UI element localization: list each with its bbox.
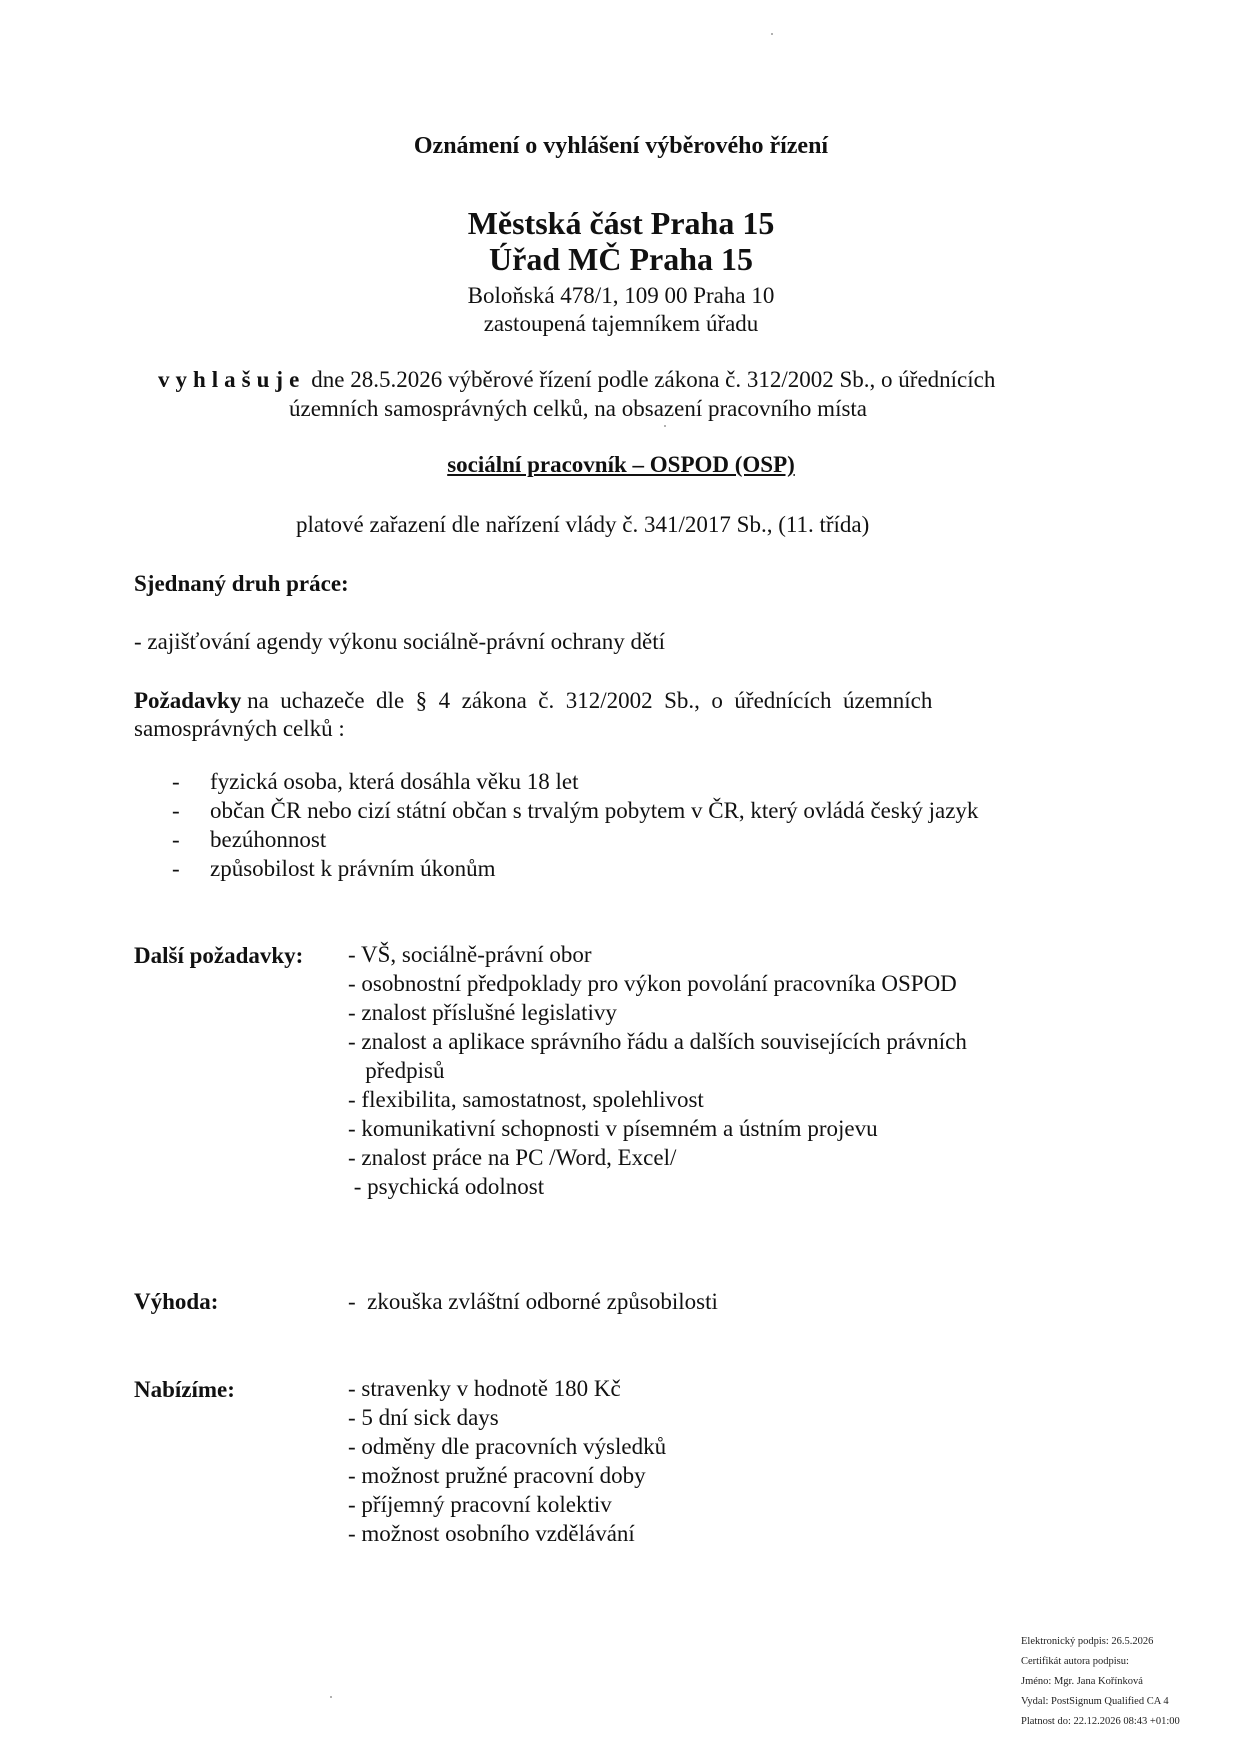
list-item — [166, 767, 978, 796]
bullet-dash: - — [172, 856, 180, 881]
requirement-text: bezúhonnost — [210, 827, 327, 852]
announcement-keyword: vyhlašuje — [158, 367, 306, 392]
requirements-heading — [134, 688, 932, 714]
list-item: - znalost a aplikace správního řádu a dalších souvisejících právních — [348, 1029, 967, 1054]
list-item: - stravenky v hodnotě 180 Kč — [348, 1376, 621, 1401]
list-item: - VŠ, sociálně-právní obor — [348, 942, 592, 967]
additional-heading: Další požadavky: — [134, 943, 304, 968]
list-item — [166, 854, 978, 883]
requirement-text: způsobilost k právním úkonům — [210, 856, 496, 881]
requirements-heading-bold: Požadavky — [134, 688, 242, 713]
list-item: - znalost práce na PC /Word, Excel/ — [348, 1145, 677, 1170]
list-item: - možnost pružné pracovní doby — [348, 1463, 646, 1488]
list-item: - 5 dní sick days — [348, 1405, 499, 1430]
list-item: - komunikativní schopnosti v písemném a ústním projevu — [348, 1116, 878, 1141]
list-item — [166, 825, 978, 854]
list-item — [166, 796, 978, 825]
salary-class: platové zařazení dle nařízení vlády č. 341/2017 Sb., (11. třída) — [296, 512, 870, 537]
list-item: - příjemný pracovní kolektiv — [348, 1492, 612, 1517]
represented-by: zastoupená tajemníkem úřadu — [483, 311, 759, 336]
list-item: - flexibilita, samostatnost, spolehlivost — [348, 1087, 704, 1112]
requirement-text: občan ČR nebo cizí státní občan s trvalým pobytem v ČR, který ovládá český jazyk — [210, 798, 979, 823]
requirements-list — [166, 767, 978, 883]
announcement-line-2: územních samosprávných celků, na obsazení pracovního místa — [289, 396, 868, 421]
announcement-line-1-text: dne 28.5.2026 výběrové řízení podle zákona č. 312/2002 Sb., o úřednících — [311, 367, 996, 392]
office-name: Úřad MČ Praha 15 — [489, 241, 753, 277]
announcement-line-1 — [158, 367, 995, 393]
work-type-item: - zajišťování agendy výkonu sociálně-právní ochrany dětí — [134, 629, 665, 654]
offer-list — [348, 1374, 666, 1548]
bullet-dash: - — [172, 827, 180, 852]
scan-speck — [771, 33, 773, 35]
signature-date: Elektronický podpis: 26.5.2026 — [1021, 1636, 1154, 1647]
scan-speck — [664, 425, 666, 427]
list-item: - možnost osobního vzdělávání — [348, 1521, 635, 1546]
advantage-heading: Výhoda: — [134, 1289, 219, 1314]
work-type-heading: Sjednaný druh práce: — [134, 571, 349, 596]
advantage-item: - zkouška zvláštní odborné způsobilosti — [348, 1289, 718, 1314]
offer-heading: Nabízíme: — [134, 1377, 235, 1402]
office-address: Boloňská 478/1, 109 00 Praha 10 — [467, 283, 775, 308]
list-item: - psychická odolnost — [348, 1174, 545, 1199]
requirements-heading-text: na uchazeče dle § 4 zákona č. 312/2002 Sb., o úřednících územních — [241, 688, 933, 713]
signature-validity: Platnost do: 22.12.2026 08:43 +01:00 — [1021, 1716, 1180, 1727]
org-name: Městská část Praha 15 — [467, 205, 775, 241]
signature-certificate-label: Certifikát autora podpisu: — [1021, 1656, 1129, 1667]
requirement-text: fyzická osoba, která dosáhla věku 18 let — [210, 769, 579, 794]
scan-speck — [330, 1696, 332, 1698]
electronic-signature — [1021, 1632, 1180, 1732]
requirements-heading-line-2: samosprávných celků : — [134, 716, 345, 741]
list-item: - znalost příslušné legislativy — [348, 1000, 617, 1025]
additional-list — [348, 940, 967, 1201]
bullet-dash: - — [172, 769, 180, 794]
bullet-dash: - — [172, 798, 180, 823]
list-item: předpisů — [348, 1058, 445, 1083]
signature-issuer: Vydal: PostSignum Qualified CA 4 — [1021, 1696, 1169, 1707]
list-item: - osobnostní předpoklady pro výkon povolání pracovníka OSPOD — [348, 971, 957, 996]
position-title: sociální pracovník – OSPOD (OSP) — [447, 452, 795, 477]
signature-name: Jméno: Mgr. Jana Kořínková — [1021, 1676, 1143, 1687]
list-item: - odměny dle pracovních výsledků — [348, 1434, 667, 1459]
notice-title: Oznámení o vyhlášení výběrového řízení — [413, 133, 829, 159]
